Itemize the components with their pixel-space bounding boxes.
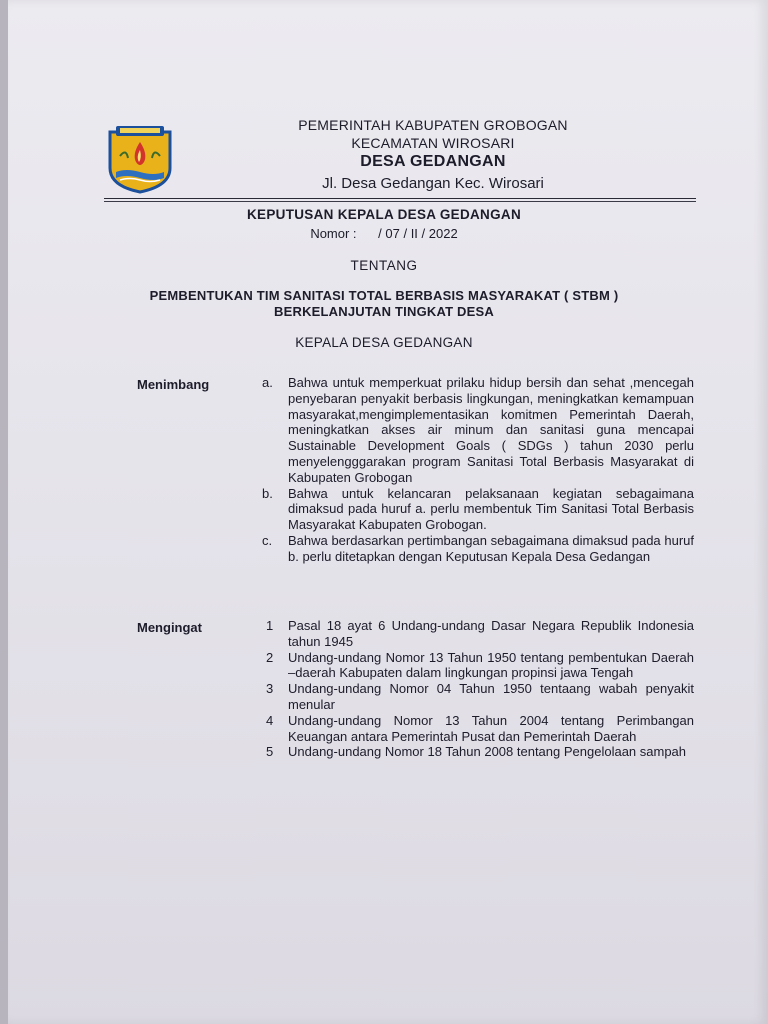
letterhead-village: DESA GEDANGAN [360,153,506,170]
letterhead-regency: PEMERINTAH KABUPATEN GROBOGAN [298,117,568,133]
item-marker: a. [262,375,273,390]
item-marker: 4 [266,712,274,728]
item-marker: 1 [266,618,274,633]
item-text: Undang-undang Nomor 04 Tahun 1950 tentaang wabah penyakit menular [288,681,694,712]
item-text: Undang-undang Nomor 13 Tahun 1950 tentang pembentukan Daerah –daerah Kabupaten dalam lingkungan propinsi jawa Tengah [288,649,694,681]
item-text: Undang-undang Nomor 18 Tahun 2008 tentang Pengelolaan sampah [288,744,687,760]
decree-number-value: / 07 / II / 2022 [378,226,458,241]
item-text: Bahwa berdasarkan pertimbangan sebagaimana dimaksud pada huruf b. perlu ditetapkan dengan Keputusan Kepala Desa Gedangan [288,532,694,564]
item-marker: c. [262,532,273,548]
letterhead-divider [104,198,696,199]
item-text: Bahwa untuk memperkuat prilaku hidup bersih dan sehat ,mencegah penyebaran penyakit berbasis lingkungan, meningkatkan kemampuan masyarakat,mengimplementasikan komitmen Pemerintah Daerah, meningkatkan akses air minum dan sanitasi guna mencapai Sustainable Development Goals ( SDGs ) tahun 2030 perlu menyelengggarakan program Sanitasi Total Berbasis Masyarakat di Kabupaten Grobogan [288,375,694,485]
decree-number-label: Nomor : [310,226,357,241]
menimbang-item [262,375,694,486]
mengingat-list [262,618,694,760]
letterhead [268,116,598,194]
item-text: Bahwa untuk kelancaran pelaksanaan kegiatan sebagaimana dimaksud pada huruf a. perlu membentuk Tim Sanitasi Total Berbasis Masyarakat Kabupaten Grobogan. [288,485,694,533]
mengingat-item [262,618,694,650]
item-marker: 2 [266,649,274,665]
decree-subject-line1: PEMBENTUKAN TIM SANITASI TOTAL BERBASIS MASYARAKAT ( STBM ) [149,288,619,303]
decree-number [0,226,768,241]
menimbang-item [262,486,694,533]
letterhead-divider-thin [104,201,696,202]
mengingat-item [262,650,694,682]
decree-subject-line2: BERKELANJUTAN TINGKAT DESA [274,304,494,319]
item-text: Undang-undang Nomor 13 Tahun 2004 tentang Perimbangan Keuangan antara Pemerintah Pusat dan Pemerintah Daerah [288,712,694,744]
decree-title: KEPUTUSAN KEPALA DESA GEDANGAN [246,207,522,222]
menimbang-item [262,533,694,565]
menimbang-label: Menimbang [137,377,210,392]
decree-tentang: TENTANG [350,258,418,273]
decree-issuer: KEPALA DESA GEDANGAN [295,335,473,350]
item-marker: 5 [266,744,274,760]
letterhead-district: KECAMATAN WIROSARI [351,135,515,151]
mengingat-label: Mengingat [137,620,202,635]
menimbang-list [262,375,694,565]
item-marker: 3 [266,681,274,697]
letterhead-address: Jl. Desa Gedangan Kec. Wirosari [322,175,544,192]
item-marker: b. [262,485,273,501]
mengingat-item [262,744,694,760]
mengingat-item [262,681,694,713]
grobogan-emblem-icon [106,122,174,194]
mengingat-item [262,713,694,745]
item-text: Pasal 18 ayat 6 Undang-undang Dasar Negara Republik Indonesia tahun 1945 [288,618,694,649]
